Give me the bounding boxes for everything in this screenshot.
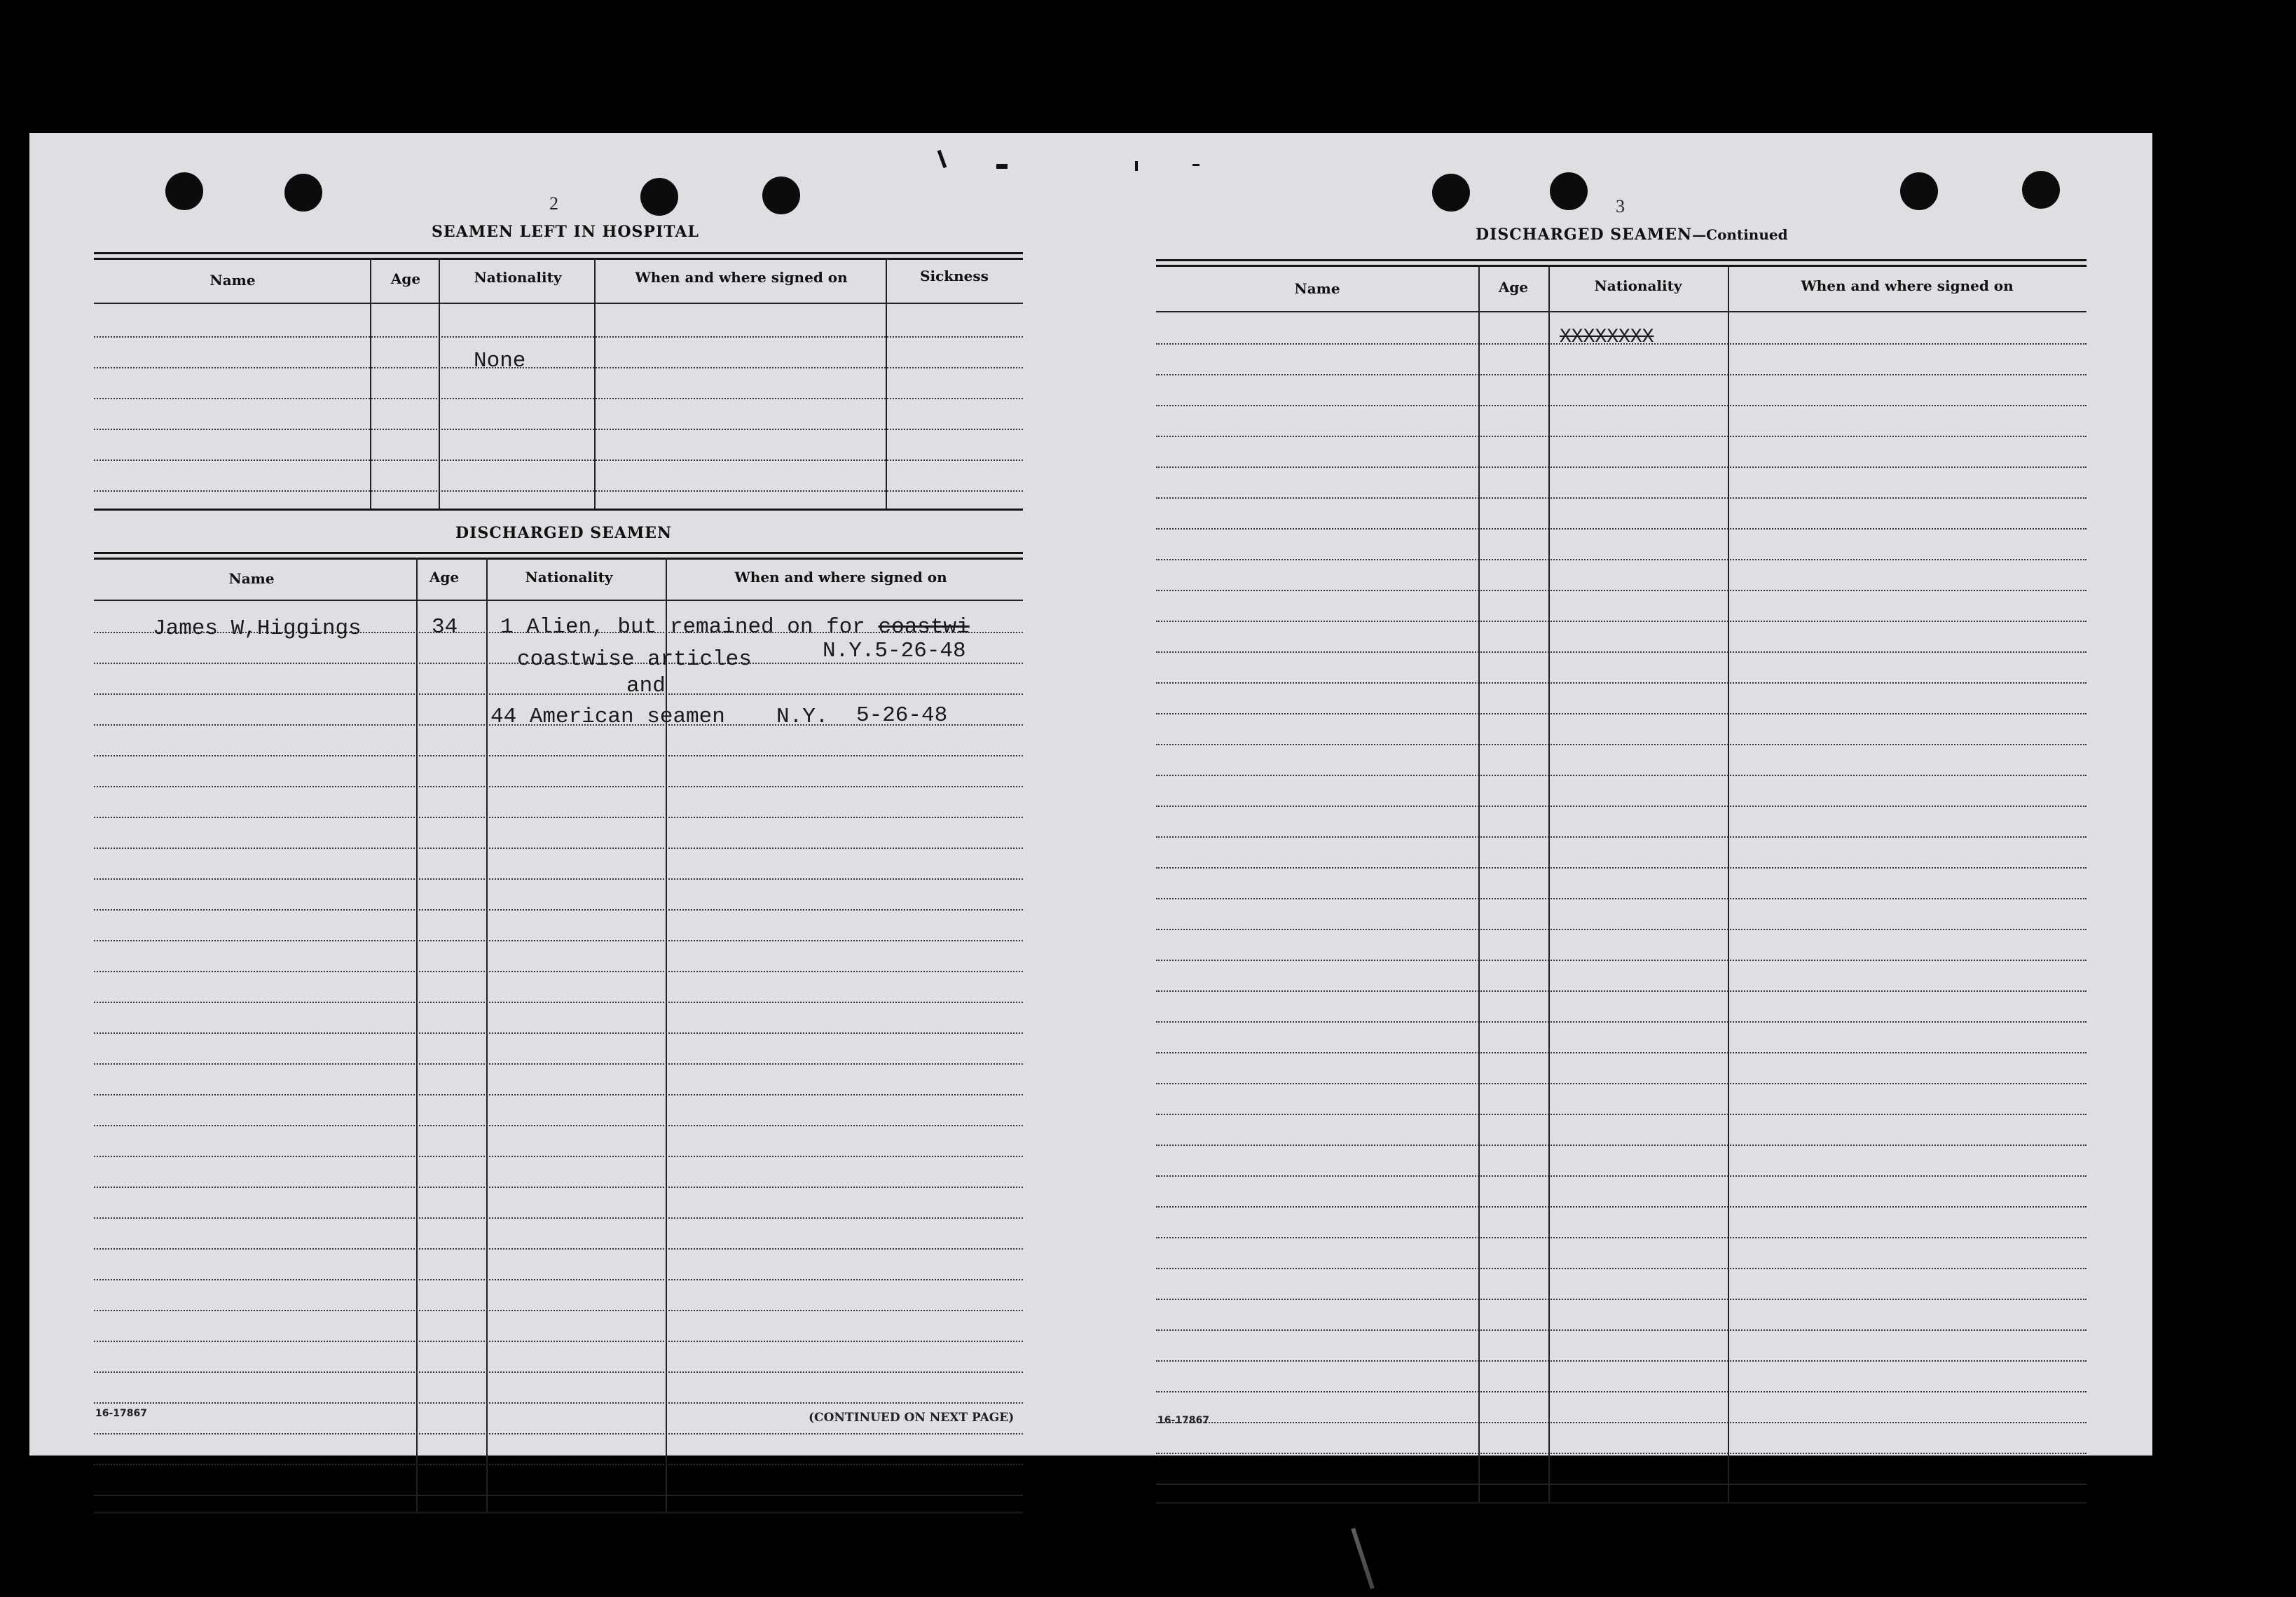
table-row-rule: [1156, 621, 2087, 622]
column-header-age: Age: [390, 270, 421, 287]
table-row-rule: [94, 336, 1023, 338]
signed-on-note: [500, 615, 970, 640]
table-row-rule: [94, 459, 1023, 461]
punch-hole: [2022, 171, 2060, 209]
table-top-rule: [1156, 259, 2087, 261]
table-row-rule: [94, 971, 1023, 972]
signed-on-note: 44 American seamen: [490, 705, 725, 729]
column-header-signed-on: When and where signed on: [734, 569, 947, 586]
scratch-mark: [996, 164, 1008, 169]
punch-hole: [284, 174, 322, 212]
table-row-rule: [1156, 1360, 2087, 1362]
punch-hole: [640, 178, 678, 216]
column-header-name: Name: [1294, 280, 1340, 297]
table-row-rule: [94, 909, 1023, 911]
page-number-right: 3: [1616, 196, 1625, 216]
table-top-rule: [94, 252, 1023, 254]
table-row-rule: [1156, 1175, 2087, 1177]
seaman-name: James W,Higgings: [153, 616, 362, 641]
table-row-rule: [94, 429, 1023, 430]
scratch-mark: [937, 150, 947, 168]
struck-out-text: coastwi: [878, 615, 970, 640]
table-row-rule: [1156, 466, 2087, 468]
table-top-rule: [1156, 265, 2087, 267]
table-row-rule: [1156, 1268, 2087, 1269]
table-row-rule: [94, 1187, 1023, 1188]
table-row-rule: [94, 1217, 1023, 1219]
table-row-rule: [1156, 806, 2087, 807]
table-row-rule: [1156, 590, 2087, 591]
form-number: 16-17867: [95, 1408, 147, 1419]
right-section-title: [1476, 226, 1788, 244]
table-row-rule: [94, 786, 1023, 787]
column-divider: [439, 258, 440, 509]
table-row-rule: [1156, 929, 2087, 930]
column-divider: [370, 258, 371, 509]
table-row-rule: [1156, 1021, 2087, 1023]
table-top-rule: [94, 558, 1023, 560]
signed-on-date: 5-26-48: [856, 703, 948, 728]
table-row-rule: [1156, 867, 2087, 869]
table-row-rule: [1156, 1299, 2087, 1300]
table-row-rule: [1156, 405, 2087, 406]
table-row-rule: [1156, 898, 2087, 899]
table-row-rule: [94, 1248, 1023, 1250]
column-header-nationality: Nationality: [474, 269, 562, 286]
column-header-nationality: Nationality: [525, 569, 613, 586]
punch-hole: [1900, 172, 1938, 210]
table-row-rule: [94, 1094, 1023, 1095]
table-row-rule: [94, 755, 1023, 756]
table-row-rule: [1156, 651, 2087, 653]
table-row-rule: [1156, 497, 2087, 499]
table-row-rule: [1156, 713, 2087, 714]
table-row-rule: [1156, 960, 2087, 961]
table-row-rule: [1156, 775, 2087, 776]
punch-hole: [1432, 174, 1470, 212]
table-row-rule: [94, 398, 1023, 399]
table-row-rule: [94, 1464, 1023, 1465]
column-divider: [416, 558, 418, 1512]
signed-on-date: N.Y.5-26-48: [823, 639, 966, 663]
table-row-rule: [1156, 528, 2087, 530]
punch-hole: [1550, 172, 1588, 210]
column-divider: [666, 558, 667, 1512]
table-row-rule: [1156, 1484, 2087, 1485]
table-row-rule: [1156, 1237, 2087, 1238]
table-row-rule: [1156, 990, 2087, 992]
table-row-rule: [1156, 1083, 2087, 1084]
table-row-rule: [1156, 744, 2087, 745]
column-header-name: Name: [228, 570, 275, 587]
column-header-name: Name: [209, 272, 256, 289]
document-sheet: [29, 133, 2152, 1456]
table-bottom-rule: [94, 509, 1023, 511]
table-row-rule: [1156, 1329, 2087, 1331]
table-row-rule: [1156, 682, 2087, 684]
header-rule: [94, 303, 1023, 304]
column-divider: [1728, 265, 1729, 1502]
scratch-mark: [1192, 164, 1199, 166]
table-row-rule: [1156, 836, 2087, 838]
seaman-age: 34: [432, 615, 458, 640]
table-bottom-rule: [94, 1512, 1023, 1514]
table-row-rule: [94, 1032, 1023, 1034]
signed-on-note: coastwise articles: [517, 647, 752, 672]
fold-crease: [1351, 1528, 1375, 1589]
signed-on-note-text: 1 Alien, but remained on for: [500, 615, 879, 640]
table-row-rule: [1156, 436, 2087, 437]
table-row-rule: [1156, 1145, 2087, 1146]
table-row-rule: [1156, 1114, 2087, 1115]
table-row-rule: [94, 817, 1023, 818]
table-row-rule: [1156, 1052, 2087, 1053]
continued-footer: (CONTINUED ON NEXT PAGE): [809, 1411, 1015, 1425]
column-header-signed-on: When and where signed on: [1801, 277, 2014, 294]
table-row-rule: [1156, 1422, 2087, 1423]
discharged-section-title: DISCHARGED SEAMEN: [455, 524, 673, 542]
column-divider: [1548, 265, 1550, 1502]
table-row-rule: [94, 367, 1023, 368]
table-row-rule: [94, 940, 1023, 941]
table-row-rule: [94, 878, 1023, 880]
punch-hole: [165, 172, 203, 210]
table-row-rule: [94, 1341, 1023, 1342]
signed-on-place: N.Y.: [776, 705, 829, 729]
table-row-rule: [94, 1310, 1023, 1311]
form-number: 16-17867: [1157, 1415, 1209, 1426]
table-row-rule: [1156, 1206, 2087, 1208]
column-divider: [886, 258, 887, 509]
column-divider: [486, 558, 488, 1512]
right-section-title-suffix: —Continued: [1692, 226, 1788, 243]
table-row-rule: [94, 1063, 1023, 1065]
header-rule: [94, 600, 1023, 601]
header-rule: [1156, 311, 2087, 312]
table-row-rule: [1156, 1391, 2087, 1392]
column-header-signed-on: When and where signed on: [635, 269, 848, 286]
column-header-age: Age: [1498, 279, 1529, 296]
table-row-rule: [94, 1125, 1023, 1126]
hospital-entry-none: None: [474, 349, 526, 373]
table-row-rule: [94, 1156, 1023, 1157]
table-row-rule: [94, 1002, 1023, 1003]
column-header-sickness: Sickness: [920, 268, 989, 284]
column-divider: [594, 258, 596, 509]
table-row-rule: [1156, 374, 2087, 375]
table-row-rule: [1156, 1453, 2087, 1454]
punch-hole: [762, 177, 800, 214]
table-row-rule: [94, 1402, 1023, 1404]
table-top-rule: [94, 552, 1023, 554]
table-row-rule: [94, 1279, 1023, 1280]
table-row-rule: [94, 693, 1023, 695]
table-row-rule: [1156, 559, 2087, 560]
hospital-section-title: SEAMEN LEFT IN HOSPITAL: [432, 223, 699, 241]
table-row-rule: [94, 848, 1023, 849]
table-row-rule: [94, 1433, 1023, 1434]
table-row-rule: [94, 490, 1023, 492]
signed-on-note: and: [626, 674, 666, 698]
scratch-mark: [1135, 161, 1138, 171]
nationality-entry-struck: XXXXXXXX: [1560, 326, 1654, 348]
table-top-rule: [94, 258, 1023, 260]
table-row-rule: [94, 1371, 1023, 1373]
column-divider: [1478, 265, 1480, 1502]
right-section-title-text: DISCHARGED SEAMEN: [1476, 226, 1693, 244]
table-row-rule: [94, 1495, 1023, 1496]
column-header-nationality: Nationality: [1594, 277, 1682, 294]
table-bottom-rule: [1156, 1502, 2087, 1504]
column-header-age: Age: [429, 569, 460, 586]
page-number-left: 2: [549, 193, 558, 214]
